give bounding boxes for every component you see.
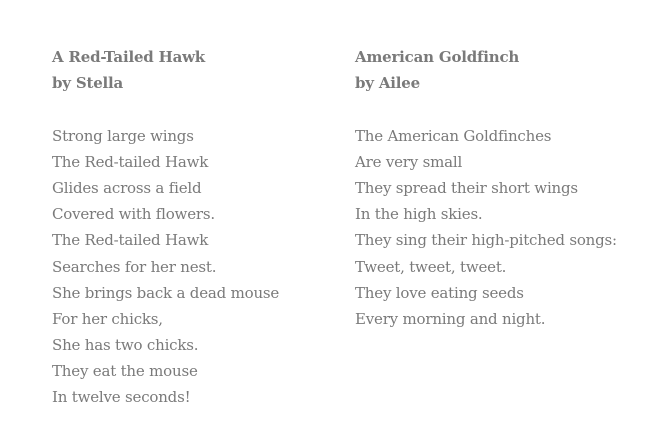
poem-line: Covered with flowers. [52,205,215,224]
poem-line: Searches for her nest. [52,257,217,276]
poem-line: Are very small [355,152,463,171]
poem-line: They love eating seeds [355,283,524,302]
poem-lines [52,123,279,411]
poem-line: They sing their high-pitched songs: [355,231,617,250]
poem-line: For her chicks, [52,309,163,328]
poem-red-tailed-hawk [52,44,279,411]
poem-line: In twelve seconds! [52,388,191,407]
poem-line: Every morning and night. [355,309,546,328]
poem-line: They eat the mouse [52,362,198,381]
poem-lines [355,123,617,333]
poem-american-goldfinch [355,44,617,332]
poem-line: Tweet, tweet, tweet. [355,257,507,276]
poem-title: American Goldfinch [355,48,520,66]
poem-line: In the high skies. [355,205,483,224]
poem-title: A Red-Tailed Hawk [52,48,205,66]
poem-line: The Red-tailed Hawk [52,231,209,250]
poem-line: She brings back a dead mouse [52,283,280,302]
poem-author: by Ailee [355,74,420,93]
poem-line: The Red-tailed Hawk [52,152,209,171]
poem-line: Glides across a field [52,178,202,197]
poem-line: She has two chicks. [52,336,199,355]
poem-line: Strong large wings [52,126,194,145]
poem-line: They spread their short wings [355,178,578,197]
poem-author: by Stella [52,74,124,93]
poem-line: The American Goldfinches [355,126,552,145]
